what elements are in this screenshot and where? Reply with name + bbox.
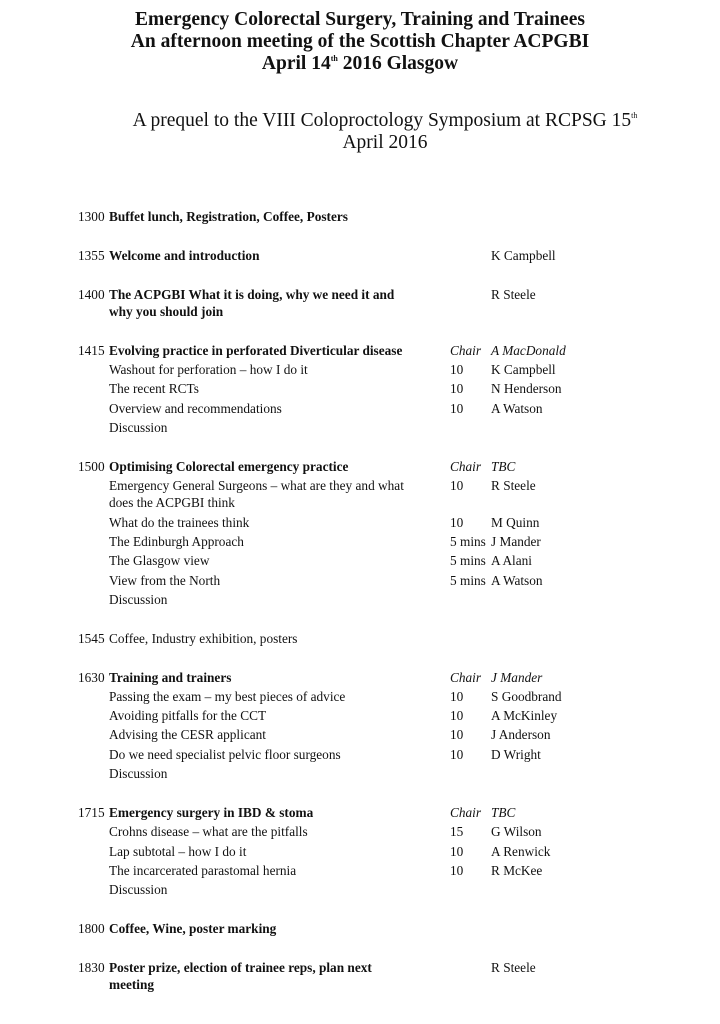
- session-title: Buffet lunch, Registration, Coffee, Posters: [109, 209, 348, 224]
- talk-title: The incarcerated parastomal hernia: [109, 863, 297, 878]
- talk-title: Passing the exam – my best pieces of advice: [109, 689, 346, 704]
- speaker-name: A Renwick: [491, 844, 551, 859]
- session-title: Evolving practice in perforated Diverticular disease: [109, 343, 403, 358]
- chair-label: Chair: [450, 343, 482, 358]
- speaker-name: A Watson: [491, 401, 543, 416]
- talk-title-line-1: Emergency General Surgeons – what are they and what: [109, 478, 404, 493]
- talk-duration: 10: [450, 844, 464, 859]
- speaker-name: G Wilson: [491, 824, 542, 839]
- speaker-name: S Goodbrand: [491, 689, 562, 704]
- session-time: 1500: [78, 459, 105, 474]
- speaker-name: A Alani: [491, 553, 533, 568]
- chair-name: A MacDonald: [491, 343, 566, 358]
- session-title: Optimising Colorectal emergency practice: [109, 459, 349, 474]
- chair-name: J Mander: [491, 670, 543, 685]
- session-title-line-2: why you should join: [109, 304, 224, 319]
- session-title: Welcome and introduction: [109, 248, 260, 263]
- speaker-name: J Anderson: [491, 727, 551, 742]
- speaker-name: R Steele: [491, 478, 536, 493]
- talk-title: Washout for perforation – how I do it: [109, 362, 308, 377]
- speaker-name: M Quinn: [491, 515, 540, 530]
- session-time: 1800: [78, 921, 105, 936]
- talk-title: Advising the CESR applicant: [109, 727, 266, 742]
- speaker-name: N Henderson: [491, 381, 562, 396]
- speaker-name: R McKee: [491, 863, 543, 878]
- talk-duration: 10: [450, 747, 464, 762]
- talk-duration: 10: [450, 362, 464, 377]
- talk-duration: 10: [450, 863, 464, 878]
- talk-title: Overview and recommendations: [109, 401, 282, 416]
- session-title-line-2: meeting: [109, 977, 155, 992]
- talk-duration: 10: [450, 689, 464, 704]
- talk-title: Discussion: [109, 420, 168, 435]
- title-line-3: April 14th 2016 Glasgow: [261, 53, 459, 74]
- title-line-2: An afternoon meeting of the Scottish Chapter ACPGBI: [130, 31, 590, 52]
- talk-duration: 10: [450, 515, 464, 530]
- session-time: 1715: [78, 805, 105, 820]
- talk-title: What do the trainees think: [109, 515, 250, 530]
- talk-title: Discussion: [109, 882, 168, 897]
- talk-title: The Glasgow view: [109, 553, 210, 568]
- talk-title: Do we need specialist pelvic floor surgeons: [109, 747, 341, 762]
- subtitle-line-1: A prequel to the VIII Coloproctology Symposium at RCPSG 15th: [132, 110, 638, 131]
- session-time: 1415: [78, 343, 105, 358]
- session-time: 1630: [78, 670, 105, 685]
- subtitle-line-2: April 2016: [342, 132, 428, 153]
- session-title: Coffee, Wine, poster marking: [109, 921, 277, 936]
- session-title: Emergency surgery in IBD & stoma: [109, 805, 314, 820]
- talk-title: The recent RCTs: [109, 381, 199, 396]
- talk-title: Lap subtotal – how I do it: [109, 844, 247, 859]
- chair-label: Chair: [450, 805, 482, 820]
- session-title: Coffee, Industry exhibition, posters: [109, 631, 298, 646]
- talk-duration: 10: [450, 727, 464, 742]
- talk-title: Discussion: [109, 766, 168, 781]
- session-time: 1400: [78, 287, 105, 302]
- session-title: Training and trainers: [109, 670, 232, 685]
- session-time: 1545: [78, 631, 105, 646]
- talk-duration: 5 mins: [450, 534, 486, 549]
- speaker-name: A McKinley: [491, 708, 558, 723]
- chair-label: Chair: [450, 459, 482, 474]
- speaker-name: K Campbell: [491, 362, 556, 377]
- talk-duration: 10: [450, 401, 464, 416]
- talk-title: Discussion: [109, 592, 168, 607]
- talk-title: The Edinburgh Approach: [109, 534, 244, 549]
- chair-name: TBC: [491, 805, 516, 820]
- speaker-name: D Wright: [491, 747, 541, 762]
- talk-duration: 10: [450, 381, 464, 396]
- speaker-name: K Campbell: [491, 248, 556, 263]
- session-time: 1300: [78, 209, 105, 224]
- talk-duration: 15: [450, 824, 464, 839]
- title-line-1: Emergency Colorectal Surgery, Training and Trainees: [135, 9, 585, 30]
- session-time: 1830: [78, 960, 105, 975]
- chair-label: Chair: [450, 670, 482, 685]
- speaker-name: A Watson: [491, 573, 543, 588]
- talk-duration: 10: [450, 478, 464, 493]
- talk-title: Crohns disease – what are the pitfalls: [109, 824, 308, 839]
- session-time: 1355: [78, 248, 105, 263]
- talk-title-line-2: does the ACPGBI think: [109, 495, 235, 510]
- talk-title: View from the North: [109, 573, 221, 588]
- talk-duration: 5 mins: [450, 553, 486, 568]
- speaker-name: R Steele: [491, 960, 536, 975]
- chair-name: TBC: [491, 459, 516, 474]
- talk-title: Avoiding pitfalls for the CCT: [109, 708, 267, 723]
- talk-duration: 5 mins: [450, 573, 486, 588]
- talk-duration: 10: [450, 708, 464, 723]
- speaker-name: J Mander: [491, 534, 541, 549]
- session-title-line-1: The ACPGBI What it is doing, why we need it and: [109, 287, 395, 302]
- speaker-name: R Steele: [491, 287, 536, 302]
- session-title-line-1: Poster prize, election of trainee reps, plan next: [109, 960, 372, 975]
